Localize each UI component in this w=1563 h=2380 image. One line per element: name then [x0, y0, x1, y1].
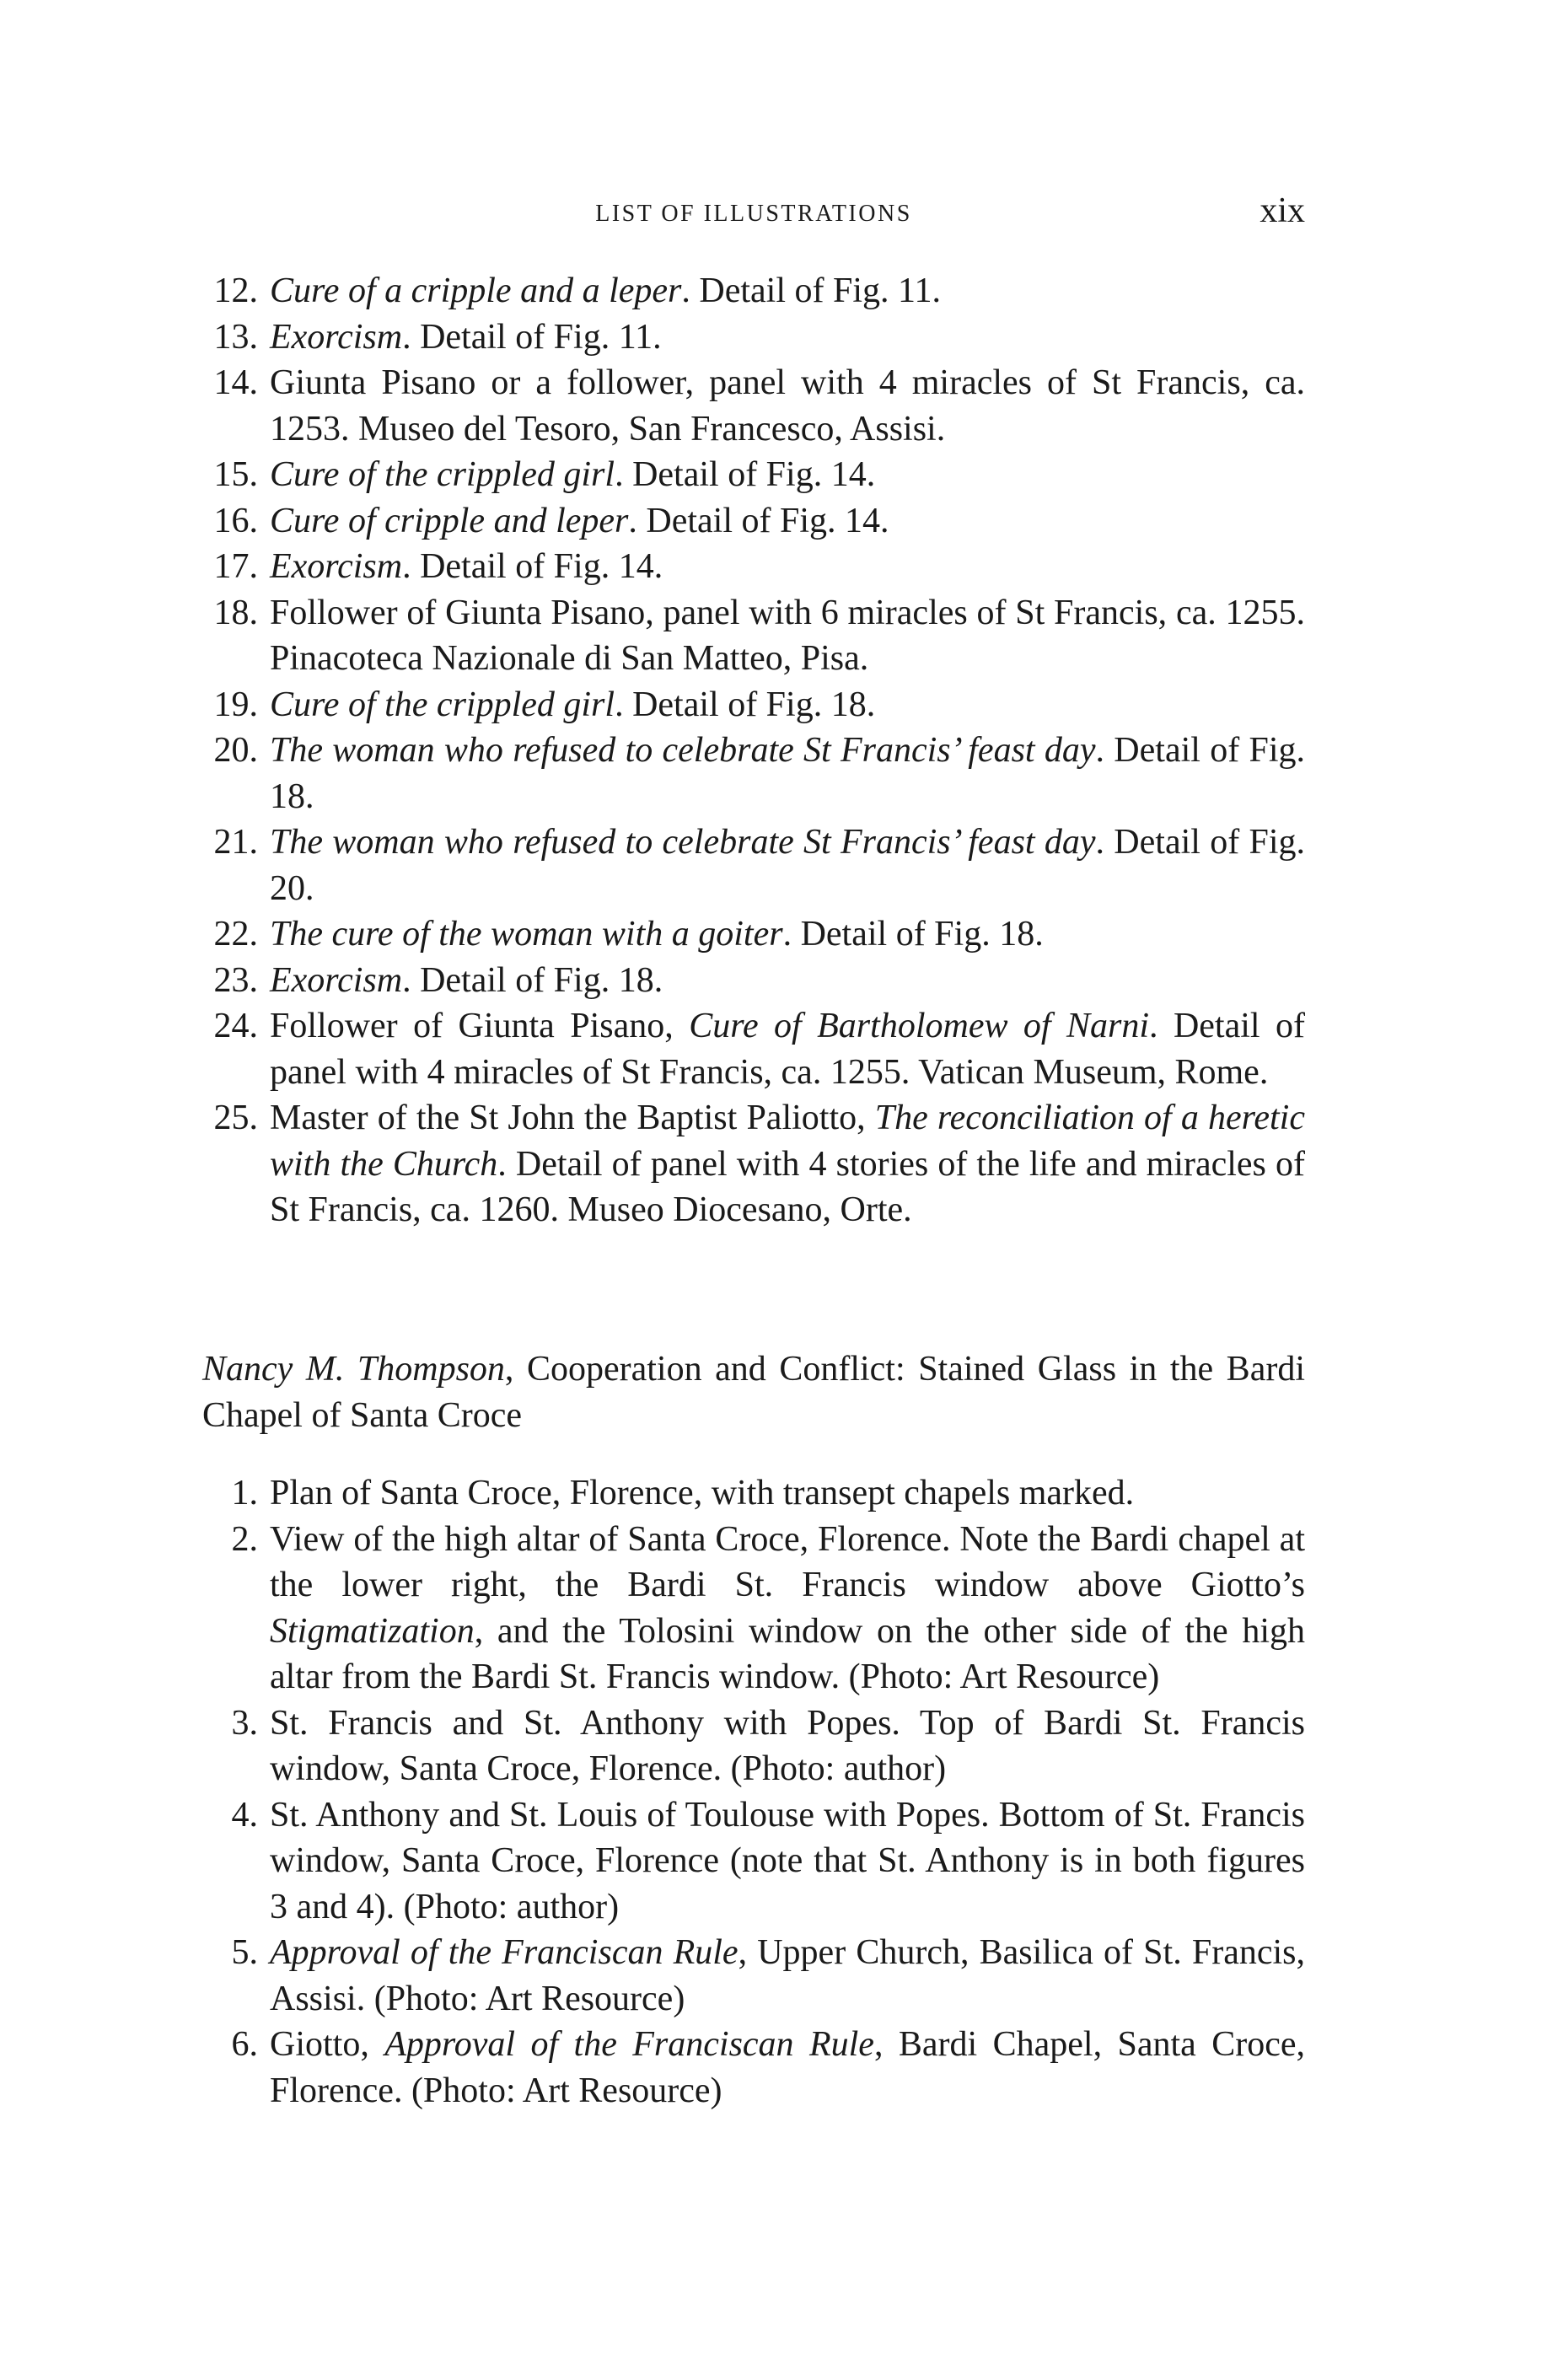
list-item: [202, 682, 1305, 728]
item-caption: [270, 1520, 1305, 1697]
caption-text: . Detail of Fig. 18.: [402, 960, 663, 1000]
item-caption: [270, 961, 663, 1000]
item-number: 20.: [213, 731, 258, 770]
item-caption: [270, 1474, 1134, 1512]
item-number: 21.: [213, 823, 258, 862]
item-caption: [270, 502, 889, 540]
item-number: 23.: [213, 960, 258, 1000]
caption-text: , and the Tolosini window on the other side of the high altar from the Bardi St. Francis window. (Photo: Art Resource): [270, 1611, 1305, 1696]
item-caption: [270, 1704, 1305, 1789]
list-item: [202, 1700, 1305, 1792]
item-caption: [270, 455, 875, 494]
list-item: [202, 1003, 1305, 1095]
item-number: 14.: [213, 363, 258, 402]
list-item: [202, 728, 1305, 819]
item-number: 5.: [231, 1933, 258, 1972]
list-item: [202, 360, 1305, 452]
item-caption: [270, 685, 875, 724]
item-number: 4.: [231, 1795, 258, 1835]
item-caption: [270, 823, 1305, 908]
illustration-list-part-one: [202, 268, 1305, 1233]
item-number: 3.: [231, 1703, 258, 1743]
caption-title: Approval of the Franciscan Rule: [270, 1933, 739, 1972]
running-head: [202, 191, 1305, 241]
caption-title: The woman who refused to celebrate St Francis’ feast day: [270, 731, 1096, 770]
page-number: xix: [1260, 191, 1305, 230]
caption-title: Stigmatization: [270, 1611, 475, 1651]
caption-title: Cure of cripple and leper: [270, 501, 629, 540]
list-item: [202, 544, 1305, 590]
list-item: [202, 819, 1305, 911]
caption-title: Cure of the crippled girl: [270, 455, 615, 494]
caption-text: St. Francis and St. Anthony with Popes. Top of Bardi St. Francis window, Santa Croce, Florence. (Photo: author): [270, 1703, 1305, 1788]
item-caption: [270, 1933, 1305, 2018]
item-number: 1.: [231, 1474, 258, 1512]
caption-text: Master of the St John the Baptist Paliotto,: [270, 1099, 875, 1137]
caption-text: , Upper Church, Basilica of St. Francis, Assisi. (Photo: Art Resource): [270, 1933, 1305, 2018]
caption-text: Follower of Giunta Pisano,: [270, 1007, 690, 1045]
caption-text: , Bardi Chapel, Santa Croce, Florence. (Photo: Art Resource): [270, 2025, 1306, 2110]
caption-title: Exorcism: [270, 547, 403, 586]
item-number: 16.: [213, 501, 258, 540]
caption-text: . Detail of Fig. 18.: [615, 685, 876, 724]
item-caption: [270, 1796, 1305, 1926]
section-title: , Cooperation and Conflict: Stained Glass in the Bardi Chapel of Santa Croce: [202, 1350, 1305, 1435]
item-caption: [270, 1007, 1305, 1092]
item-caption: [270, 271, 941, 310]
section-author: Nancy M. Thompson: [202, 1350, 505, 1389]
caption-text: View of the high altar of Santa Croce, Florence. Note the Bardi chapel at the lower right, the Bardi St. Francis window above Giotto’s: [270, 1519, 1305, 1604]
caption-text: Giunta Pisano or a follower, panel with 4 miracles of St Francis, ca. 1253. Museo del Tesoro, San Francesco, Assisi.: [270, 363, 1305, 449]
caption-text: . Detail of Fig. 11.: [681, 271, 941, 310]
caption-text: . Detail of Fig. 14.: [628, 501, 889, 540]
caption-title: The reconciliation of a heretic with the Church: [270, 1099, 1305, 1184]
caption-text: Follower of Giunta Pisano, panel with 6 miracles of St Francis, ca. 1255. Pinacoteca Nazionale di San Matteo, Pisa.: [270, 593, 1305, 678]
caption-text: . Detail of Fig. 20.: [270, 823, 1305, 908]
caption-title: The cure of the woman with a goiter: [270, 915, 783, 954]
item-caption: [270, 547, 663, 586]
caption-text: Giotto,: [270, 2025, 385, 2064]
item-caption: [270, 2025, 1305, 2110]
item-number: 25.: [213, 1099, 258, 1137]
item-number: 22.: [213, 915, 258, 954]
item-caption: [270, 731, 1305, 816]
list-item: [202, 911, 1305, 958]
item-number: 2.: [231, 1519, 258, 1559]
item-number: 17.: [213, 547, 258, 586]
caption-title: Exorcism: [270, 960, 403, 1000]
caption-title: Approval of the Franciscan Rule: [384, 2025, 874, 2064]
item-caption: [270, 1099, 1305, 1229]
list-item: [202, 1517, 1305, 1700]
list-item: [202, 590, 1305, 682]
list-item: [202, 268, 1305, 314]
book-page: [202, 0, 1305, 2380]
item-caption: [270, 915, 1044, 954]
item-caption: [270, 318, 662, 357]
item-number: 13.: [213, 317, 258, 357]
caption-text: . Detail of Fig. 18.: [782, 915, 1044, 954]
caption-title: Exorcism: [270, 317, 403, 357]
caption-title: Cure of the crippled girl: [270, 685, 615, 724]
list-item: [202, 1470, 1305, 1517]
caption-text: Plan of Santa Croce, Florence, with transept chapels marked.: [270, 1474, 1135, 1512]
list-item: [202, 2022, 1305, 2114]
item-number: 15.: [213, 455, 258, 494]
caption-title: Cure of a cripple and a leper: [270, 271, 682, 310]
caption-text: . Detail of panel with 4 miracles of St Francis, ca. 1255. Vatican Museum, Rome.: [270, 1007, 1305, 1092]
caption-text: . Detail of Fig. 14.: [615, 455, 876, 494]
item-number: 6.: [231, 2025, 258, 2064]
caption-text: . Detail of Fig. 14.: [402, 547, 663, 586]
list-item: [202, 452, 1305, 498]
caption-title: Cure of Bartholomew of Narni: [689, 1007, 1150, 1045]
item-caption: [270, 363, 1305, 449]
list-item: [202, 1792, 1305, 1931]
list-item: [202, 498, 1305, 545]
item-number: 12.: [213, 271, 258, 310]
caption-text: . Detail of panel with 4 stories of the life and miracles of St Francis, ca. 1260. Museo Diocesano, Orte.: [270, 1144, 1305, 1229]
caption-text: St. Anthony and St. Louis of Toulouse with Popes. Bottom of St. Francis window, Santa Croce, Florence (note that St. Anthony is in both figures 3 and 4). (Photo: author): [270, 1795, 1305, 1926]
illustration-list-part-two: [202, 1470, 1305, 2114]
running-title: LIST OF ILLUSTRATIONS: [595, 201, 912, 227]
list-item: [202, 1095, 1305, 1233]
item-number: 19.: [213, 685, 258, 724]
list-item: [202, 314, 1305, 361]
item-number: 18.: [213, 593, 258, 632]
section-heading: [202, 1346, 1305, 1438]
list-item: [202, 1930, 1305, 2022]
caption-title: The woman who refused to celebrate St Francis’ feast day: [270, 823, 1096, 862]
item-number: 24.: [213, 1007, 258, 1045]
caption-text: . Detail of Fig. 11.: [402, 317, 662, 357]
item-caption: [270, 594, 1305, 679]
caption-text: . Detail of Fig. 18.: [270, 731, 1305, 816]
list-item: [202, 958, 1305, 1004]
